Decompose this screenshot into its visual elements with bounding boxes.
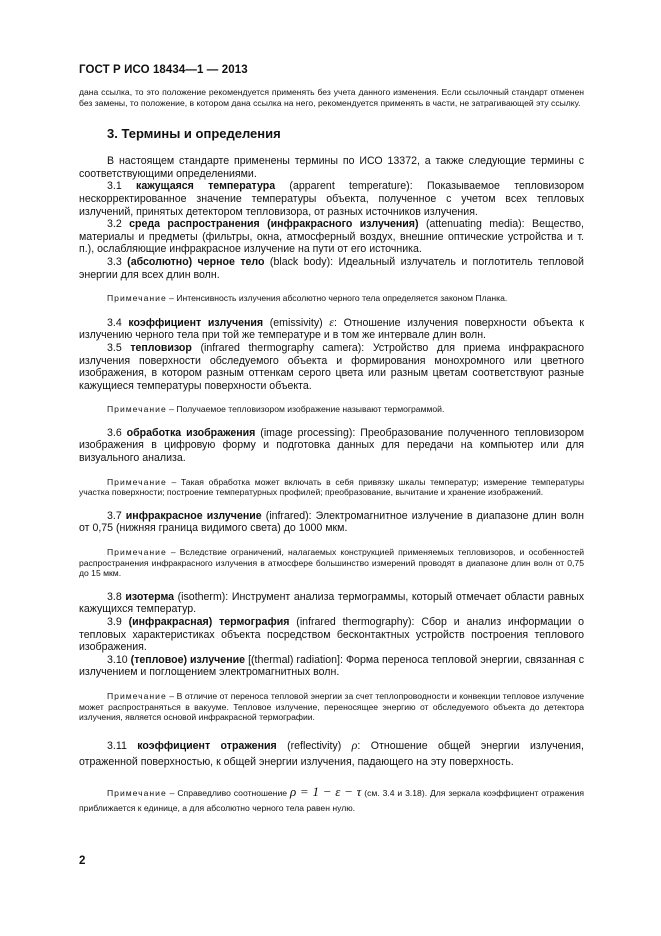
term-number: 3.1 (107, 180, 122, 193)
document-header: ГОСТ Р ИСО 18434—1 — 2013 (79, 64, 248, 76)
term-3-11 (79, 737, 584, 770)
term-name: инфракрасное излучение (125, 509, 262, 522)
note-label: Примечание (107, 404, 167, 415)
note-text: Интенсивность излучения абсолютно черного тела определяется законом Планка. (176, 293, 508, 304)
term-definition: Идеальный излучатель и поглотитель тепловой энергии для всех длин волн. (79, 255, 584, 281)
term-definition: Показываемое тепловизором нескорректированное значение температуры объекта, полученное с учетом всех тепловых излучений, принятых детектором тепловизора, от разных источников излучения. (79, 180, 585, 218)
term-definition: : Отношение излучения поверхности объекта к излучению черного тела при той же температуре и в том же интервале длин волн. (79, 316, 584, 342)
term-3-4 (79, 316, 584, 342)
note-3-7 (79, 547, 584, 579)
term-definition: Сбор и анализ информации о тепловых характеристиках объекта посредством бесконтактных устройств построения теплового изображения. (79, 616, 585, 654)
term-number: 3.10 (107, 653, 128, 666)
note-text: Вследствие ограничений, налагаемых конструкцией применяемых тепловизоров, и особенностей распространения инфракрасного излучения в атмосфере большинство измерений проводят в диапазоне длин волн от 0,75 до 15 мкм. (79, 547, 584, 579)
term-number: 3.7 (107, 509, 122, 522)
term-number: 3.9 (107, 616, 122, 628)
term-english: (image processing): (260, 426, 356, 439)
term-number: 3.8 (107, 590, 122, 603)
term-name: (абсолютно) черное тело (127, 255, 265, 268)
note-dash: – (169, 787, 175, 798)
note-dash: – (171, 476, 177, 487)
page-number: 2 (79, 855, 86, 867)
term-english: [(thermal) radiation]: (248, 653, 343, 666)
term-english: (infrared thermography camera): (200, 341, 365, 354)
term-3-1 (79, 180, 584, 218)
term-3-3 (79, 256, 584, 281)
intro-text: дана ссылка, то это положение рекомендуется применять без учета данного изменения. Если ссылочный стандарт отменен без замены, то положение, в котором дана ссылка на него, рекомендуется применять в части, не затрагивающей эту ссылку. (79, 87, 584, 108)
term-number: 3.4 (107, 316, 122, 329)
note-dash: – (169, 404, 174, 415)
note-3-3 (79, 293, 584, 304)
term-english: (isotherm): (177, 590, 229, 603)
note-3-5 (79, 404, 584, 415)
note-text: В отличие от переноса тепловой энергии за счет теплопроводности и конвекции тепловое излучение может распространяться в вакууме. Тепловое излучение, переносящее энергию от обследуемого объекта до детектора излучения, является основой инфракрасной термографии. (79, 690, 585, 723)
note-text-cont: (см. 3.4 и 3.18). Для зеркала коэффициент отражения приближается к единице, а для абсолютно черного тела равен нулю. (79, 787, 585, 813)
term-3-5 (79, 342, 584, 392)
term-symbol: ε (329, 314, 335, 329)
note-dash: – (169, 690, 175, 701)
section-title: 3. Термины и определения (107, 126, 281, 142)
term-name: тепловизор (130, 341, 192, 354)
term-definition: Электромагнитное излучение в диапазоне длин волн от 0,75 (нижняя граница видимого света) до 1000 мкм. (79, 509, 584, 535)
term-english: (emissivity) (269, 316, 323, 329)
term-3-7 (79, 510, 584, 535)
term-number: 3.5 (107, 341, 122, 354)
term-symbol: ρ (351, 737, 358, 752)
term-3-9 (79, 616, 584, 654)
term-name: коэффициент отражения (137, 739, 277, 752)
term-number: 3.3 (107, 255, 122, 268)
term-3-2 (79, 218, 584, 256)
term-english: (apparent temperature): (289, 180, 413, 193)
note-label: Примечание (107, 476, 167, 487)
term-number: 3.11 (107, 739, 127, 752)
note-label: Примечание (107, 547, 167, 558)
term-number: 3.2 (107, 218, 122, 231)
term-number: 3.6 (107, 426, 122, 439)
term-name: обработка изображения (126, 426, 256, 439)
term-english: (reflectivity) (287, 739, 342, 752)
term-english: (attenuating media): (425, 218, 525, 231)
note-text: Получаемое тепловизором изображение называют термограммой. (176, 404, 445, 415)
note-3-11 (79, 784, 584, 816)
note-3-6 (79, 477, 584, 498)
term-name: среда распространения (инфракрасного излучения) (129, 218, 419, 231)
term-definition: Форма переноса тепловой энергии, связанная с излучением и поглощением электромагнитных волн. (79, 653, 585, 679)
term-english: (infrared thermography): (296, 616, 415, 628)
term-english: (infrared): (265, 509, 312, 522)
section-lead: В настоящем стандарте применены термины по ИСО 13372, а также следующие термины с соответствующими определениями. (79, 155, 584, 180)
term-name: (тепловое) излучение (130, 653, 246, 666)
term-3-10 (79, 654, 584, 679)
term-definition: Инструмент анализа термограммы, который отмечает области равных кажущихся температур. (79, 590, 584, 616)
term-3-6 (79, 427, 584, 465)
term-name: (инфракрасная) термография (128, 616, 290, 628)
page (79, 64, 584, 816)
term-name: коэффициент излучения (128, 316, 264, 329)
term-definition: : Отношение общей энергии излучения, отраженной поверхностью, к общей энергии излучения, падающего на эту поверхность. (79, 739, 584, 768)
note-dash: – (170, 547, 176, 558)
note-dash: – (169, 293, 174, 304)
term-english: (black body): (269, 255, 334, 268)
term-definition: Вещество, материалы и предметы (фильтры, окна, атмосферный воздух, внешние оптические устройства и т. п.), ослабляющие инфракрасное излучение на пути от его источника. (79, 218, 584, 256)
term-name: изотерма (125, 590, 175, 603)
note-label: Примечание (107, 787, 167, 798)
term-name: кажущаяся температура (136, 180, 276, 193)
note-3-10 (79, 691, 584, 723)
formula: ρ = 1 − ε − τ (289, 783, 362, 799)
term-definition: Преобразование полученного тепловизором изображения в цифровую форму и подготовка данных для передачи на компьютер или для визуального анализа. (79, 426, 585, 465)
note-label: Примечание (107, 293, 167, 304)
note-text: Справедливо соотношение (177, 787, 288, 798)
term-3-8 (79, 591, 584, 616)
term-definition: Устройство для приема инфракрасного излучения поверхности обследуемого объекта и формирования монохромного или цветного изображения, в котором разным оттенкам серого цвета или разным цветам соответствуют разные кажущиеся температуры поверхности объекта. (79, 341, 584, 392)
note-label: Примечание (107, 690, 167, 701)
note-text: Такая обработка может включать в себя привязку шкалы температур; измерение температуры участка поверхности; построение температурных профилей; преобразование, вычитание и хранение изображений. (79, 476, 585, 498)
